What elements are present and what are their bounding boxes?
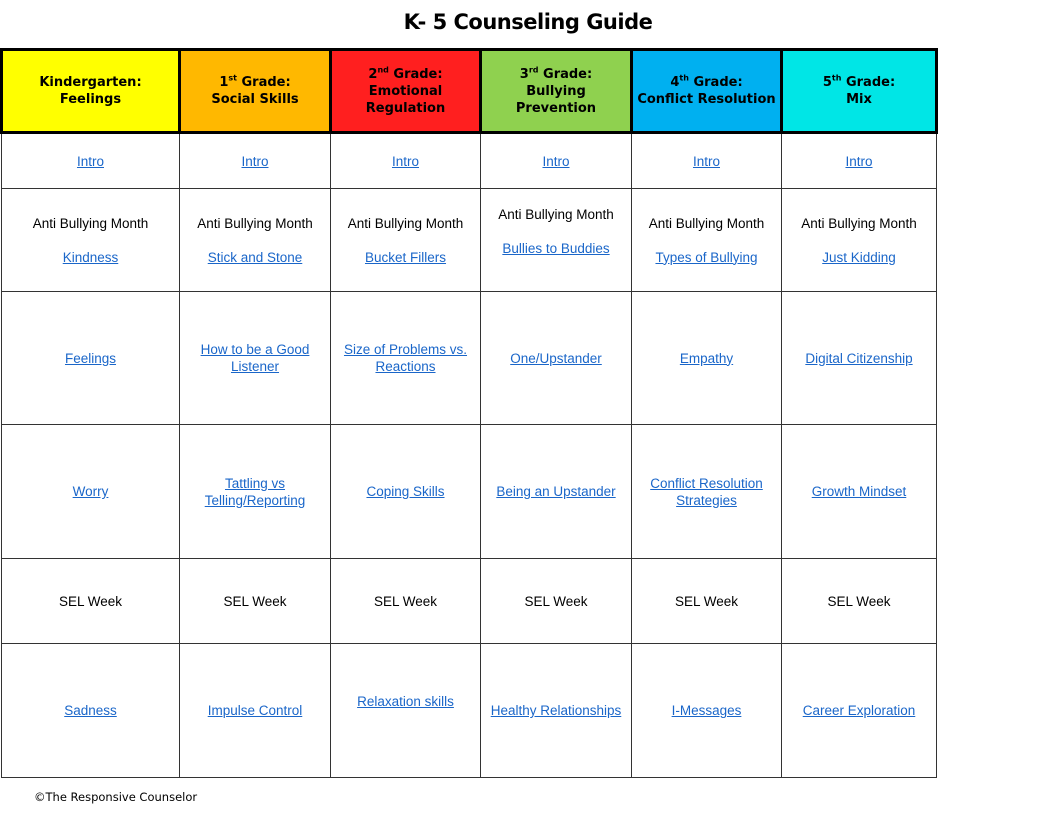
lesson-link-sadness[interactable]: Sadness	[64, 703, 117, 718]
lesson-link-bucket-fillers[interactable]: Bucket Fillers	[364, 249, 447, 265]
lesson-link-healthy-relationships[interactable]: Healthy Relationships	[490, 703, 622, 718]
sel-week-label: SEL Week	[373, 593, 438, 609]
table-cell	[481, 189, 632, 292]
table-cell	[782, 425, 937, 559]
counseling-guide-table	[0, 48, 938, 778]
lesson-link-i-messages[interactable]: I-Messages	[671, 703, 742, 718]
sel-week-label: SEL Week	[827, 593, 891, 609]
lesson-link-intro[interactable]: Intro	[845, 153, 873, 169]
table-cell	[481, 425, 632, 559]
header-grade-number: 3	[519, 66, 529, 82]
table-row-sel-week	[2, 559, 937, 644]
header-grade-label: Grade:	[538, 66, 593, 82]
header-grade-2	[331, 50, 481, 133]
table-row	[2, 292, 937, 425]
lesson-link-good-listener[interactable]: How to be a Good Listener	[200, 342, 310, 374]
lesson-link-conflict-resolution-strategies[interactable]: Conflict Resolution Strategies	[650, 475, 763, 508]
header-grade-label: Grade:	[388, 66, 443, 82]
lesson-link-intro[interactable]: Intro	[241, 153, 269, 169]
table-cell	[2, 425, 180, 559]
lesson-link-impulse-control[interactable]: Impulse Control	[207, 703, 303, 718]
lesson-link-relaxation-skills[interactable]: Relaxation skills	[357, 694, 454, 709]
anti-bullying-month-label: Anti Bullying Month	[197, 215, 313, 231]
table-cell	[632, 189, 782, 292]
sel-week-label: SEL Week	[58, 593, 123, 609]
header-topic: Feelings	[59, 92, 122, 107]
lesson-link-growth-mindset[interactable]: Growth Mindset	[811, 484, 907, 499]
table-cell	[481, 292, 632, 425]
lesson-link-kindness[interactable]: Kindness	[62, 249, 119, 265]
table-cell	[180, 644, 331, 778]
lesson-link-digital-citizenship[interactable]: Digital Citizenship	[805, 350, 913, 366]
lesson-link-feelings[interactable]: Feelings	[64, 350, 117, 366]
header-ordinal: th	[831, 73, 842, 83]
table-cell	[782, 559, 937, 644]
lesson-link-tattling-vs-telling[interactable]: Tattling vs Telling/Reporting	[204, 475, 306, 508]
header-grade-number: 2	[368, 66, 378, 82]
lesson-link-coping-skills[interactable]: Coping Skills	[366, 484, 445, 499]
table-row	[2, 644, 937, 778]
header-grade-5	[782, 50, 937, 133]
header-topic: Emotional	[368, 83, 443, 99]
table-cell	[782, 292, 937, 425]
page-title: K- 5 Counseling Guide	[403, 10, 653, 34]
table-cell	[481, 133, 632, 189]
lesson-link-types-of-bullying[interactable]: Types of Bullying	[655, 249, 758, 265]
header-grade-number: 4	[670, 75, 680, 90]
sel-week-label: SEL Week	[524, 593, 588, 609]
sel-week-label: SEL Week	[674, 593, 739, 609]
table-row-anti-bullying	[2, 189, 937, 292]
header-grade-label: Grade:	[688, 75, 743, 90]
lesson-link-intro[interactable]: Intro	[391, 153, 419, 169]
header-topic: Mix	[846, 92, 872, 107]
lesson-link-career-exploration[interactable]: Career Exploration	[802, 703, 916, 718]
header-topic: Conflict Resolution	[637, 92, 776, 107]
lesson-link-bullies-to-buddies[interactable]: Bullies to Buddies	[502, 240, 610, 256]
header-topic: Social Skills	[211, 92, 299, 107]
table-cell	[180, 133, 331, 189]
table-cell	[180, 189, 331, 292]
lesson-link-being-an-upstander[interactable]: Being an Upstander	[496, 484, 616, 499]
header-kindergarten	[2, 50, 180, 133]
header-grade-3	[481, 50, 632, 133]
table-cell	[331, 189, 481, 292]
table-cell	[180, 559, 331, 644]
table-cell	[782, 644, 937, 778]
header-grade-4	[632, 50, 782, 133]
table-row-intro	[2, 133, 937, 189]
lesson-link-stick-and-stone[interactable]: Stick and Stone	[207, 249, 303, 265]
header-ordinal: st	[228, 73, 237, 83]
table-cell	[2, 189, 180, 292]
copyright-footer: ©The Responsive Counselor	[34, 790, 198, 804]
table-cell	[331, 133, 481, 189]
anti-bullying-month-label: Anti Bullying Month	[801, 215, 917, 231]
table-cell	[2, 559, 180, 644]
header-grade-number: 1	[219, 75, 229, 90]
lesson-link-one-upstander[interactable]: One/Upstander	[510, 350, 602, 366]
table-cell	[632, 292, 782, 425]
table-cell	[632, 133, 782, 189]
table-cell	[331, 644, 481, 778]
table-cell	[2, 644, 180, 778]
header-topic-line2: Regulation	[365, 100, 446, 116]
header-topic: Bullying Prevention	[515, 83, 597, 116]
table-cell	[331, 425, 481, 559]
header-ordinal: rd	[528, 65, 539, 75]
anti-bullying-month-label: Anti Bullying Month	[648, 215, 765, 231]
header-ordinal: th	[679, 73, 689, 83]
lesson-link-intro[interactable]: Intro	[692, 153, 720, 169]
table-cell	[331, 292, 481, 425]
header-grade-1	[180, 50, 331, 133]
table-cell	[180, 425, 331, 559]
lesson-link-size-of-problems[interactable]: Size of Problems vs. Reactions	[343, 342, 468, 374]
lesson-link-worry[interactable]: Worry	[72, 484, 109, 499]
table-cell	[180, 292, 331, 425]
table-cell	[2, 133, 180, 189]
header-row	[2, 50, 937, 133]
header-grade-label: Kindergarten:	[39, 75, 142, 90]
lesson-link-just-kidding[interactable]: Just Kidding	[822, 249, 896, 265]
table-cell	[632, 644, 782, 778]
table-row	[2, 425, 937, 559]
anti-bullying-month-label: Anti Bullying Month	[32, 215, 149, 231]
table-cell	[782, 133, 937, 189]
lesson-link-intro[interactable]: Intro	[76, 153, 104, 169]
table-cell	[632, 559, 782, 644]
table-cell	[782, 189, 937, 292]
anti-bullying-month-label: Anti Bullying Month	[347, 215, 464, 231]
header-grade-label: Grade:	[236, 75, 291, 90]
lesson-link-intro[interactable]: Intro	[542, 153, 570, 169]
header-grade-label: Grade:	[841, 75, 896, 90]
table-cell	[2, 292, 180, 425]
table-cell	[632, 425, 782, 559]
header-grade-number: 5	[822, 75, 832, 90]
header-ordinal: nd	[377, 65, 389, 75]
table-cell	[331, 559, 481, 644]
table-cell	[481, 644, 632, 778]
anti-bullying-month-label: Anti Bullying Month	[498, 206, 614, 222]
sel-week-label: SEL Week	[223, 593, 287, 609]
lesson-link-empathy[interactable]: Empathy	[679, 350, 734, 366]
table-cell	[481, 559, 632, 644]
